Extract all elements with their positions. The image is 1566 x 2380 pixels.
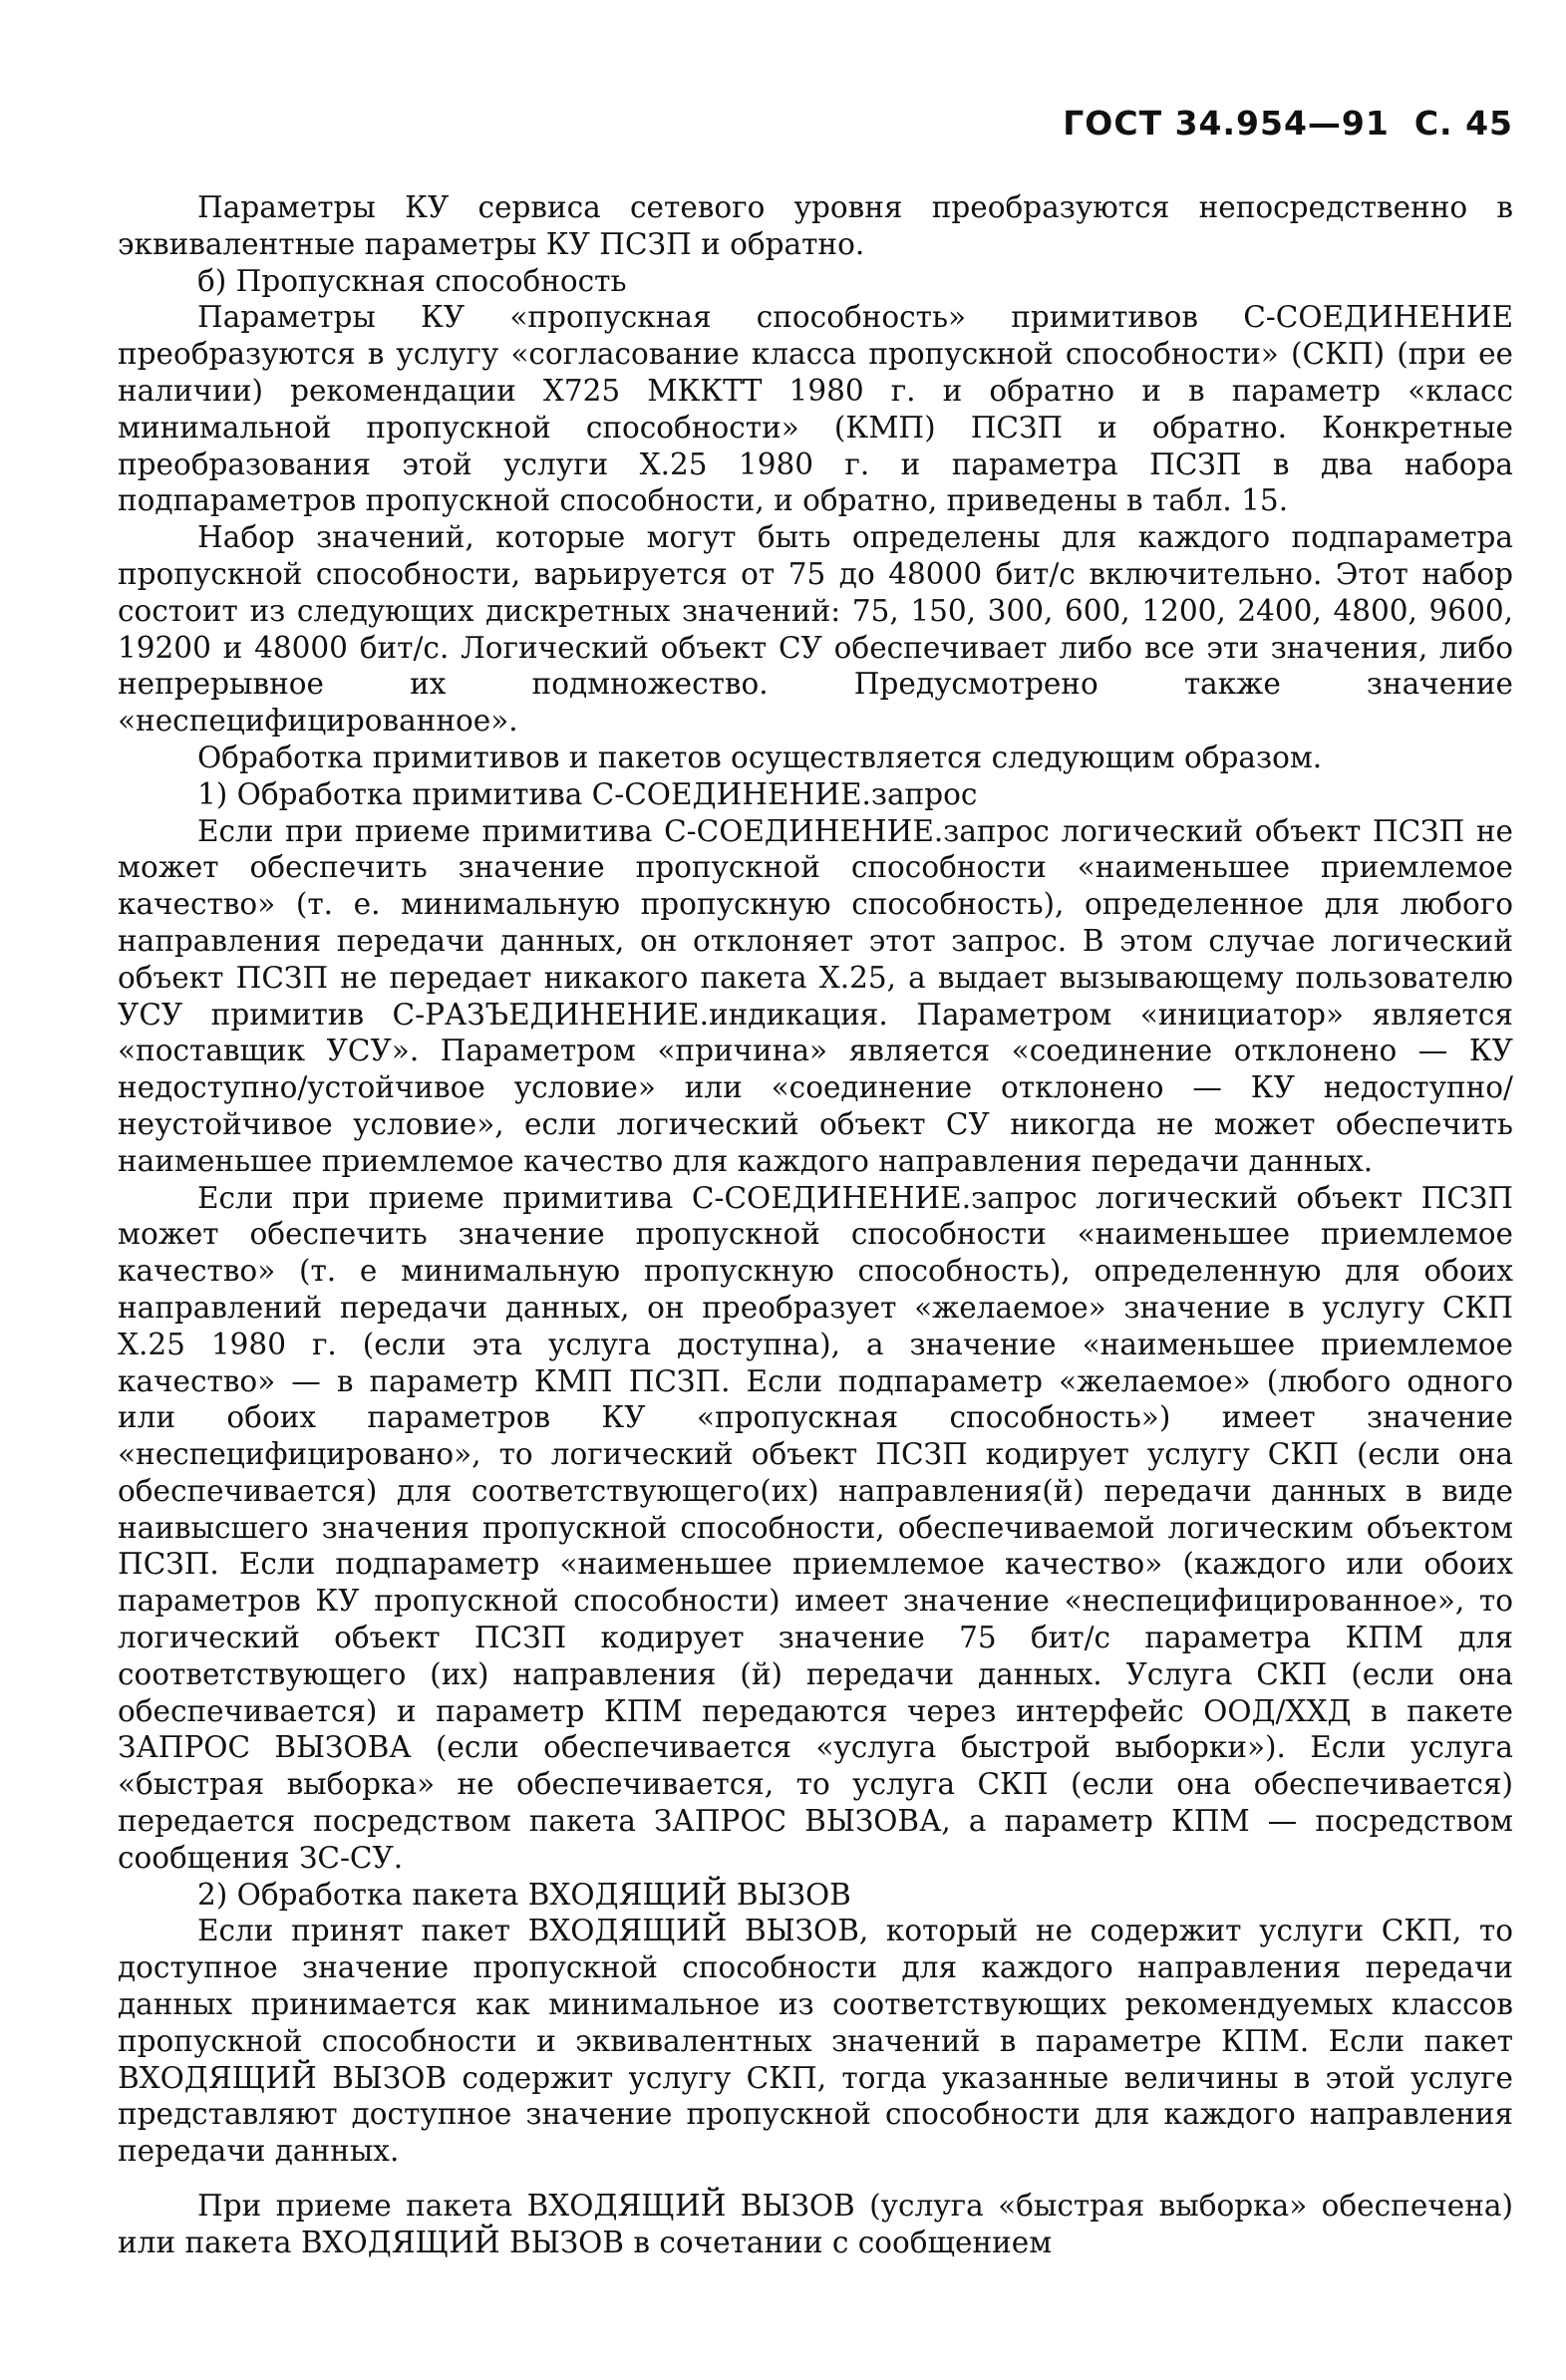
page-number: С. 45: [1413, 104, 1513, 143]
paragraph: Если при приеме примитива С-СОЕДИНЕНИЕ.запрос логический объект ПСЗП не может обеспечить значение пропускной способности «наименьшее приемлемое качество» (т. е. минимальную пропускную способность), определенное для любого направления передачи данных, он отклоняет этот запрос. В этом случае логический объект ПСЗП не передает никакого пакета Х.25, а выдает вызывающему пользователю УСУ примитив С-РАЗЪЕДИНЕНИЕ.индикация. Параметром «инициатор» является «поставщик УСУ». Параметром «причина» является «соединение отклонено — КУ недоступно/устойчивое условие» или «соединение отклонено — КУ недоступно/неустойчивое условие», если логический объект СУ никогда не может обеспечить наименьшее приемлемое качество для каждого направления передачи данных.: [118, 813, 1513, 1178]
body-text: [118, 189, 1513, 2261]
paragraph: При приеме пакета ВХОДЯЩИЙ ВЫЗОВ (услуга «быстрая выборка» обеспечена) или пакета ВХОДЯЩИЙ ВЫЗОВ в сочетании с сообщением: [118, 2189, 1513, 2259]
item-heading: 2) Обработка пакета ВХОДЯЩИЙ ВЫЗОВ: [197, 1877, 851, 1912]
subsection-heading: б) Пропускная способность: [197, 263, 627, 298]
standard-number: ГОСТ 34.954—91: [1063, 104, 1390, 143]
paragraph: Параметры КУ сервиса сетевого уровня преобразуются непосредственно в эквивалентные параметры КУ ПСЗП и обратно.: [118, 190, 1513, 261]
paragraph: Параметры КУ «пропускная способность» примитивов С-СОЕДИНЕНИЕ преобразуются в услугу «согласование класса пропускной способности» (СКП) (при ее наличии) рекомендации Х725 МККТТ 1980 г. и обратно и в параметр «класс минимальной пропускной способности» (КМП) ПСЗП и обратно. Конкретные преобразования этой услуги Х.25 1980 г. и параметра ПСЗП в два набора подпараметров пропускной способности, и обратно, приведены в табл. 15.: [118, 300, 1513, 518]
item-heading: 1) Обработка примитива С-СОЕДИНЕНИЕ.запрос: [197, 776, 978, 811]
paragraph: Обработка примитивов и пакетов осуществляется следующим образом.: [197, 740, 1323, 774]
paragraph: Если принят пакет ВХОДЯЩИЙ ВЫЗОВ, который не содержит услуги СКП, то доступное значение пропускной способности для каждого направления передачи данных принимается как минимальное из соответствующих рекомендуемых классов пропускной способности и эквивалентных значений в параметре КПМ. Если пакет ВХОДЯЩИЙ ВЫЗОВ содержит услугу СКП, тогда указанные величины в этой услуге представляют доступное значение пропускной способности для каждого направления передачи данных.: [118, 1914, 1513, 2169]
paragraph: Набор значений, которые могут быть определены для каждого подпараметра пропускной способности, варьируется от 75 до 48000 бит/с включительно. Этот набор состоит из следующих дискретных значений: 75, 150, 300, 600, 1200, 2400, 4800, 9600, 19200 и 48000 бит/с. Логический объект СУ обеспечивает либо все эти значения, либо непрерывное их подмножество. Предусмотрено также значение «неспецифицированное».: [118, 520, 1513, 739]
paragraph: Если при приеме примитива С-СОЕДИНЕНИЕ.запрос логический объект ПСЗП может обеспечить значение пропускной способности «наименьшее приемлемое качество» (т. е минимальную пропускную способность), определенную для обоих направлений передачи данных, он преобразует «желаемое» значение в услугу СКП Х.25 1980 г. (если эта услуга доступна), а значение «наименьшее приемлемое качество» — в параметр КМП ПСЗП. Если подпараметр «желаемое» (любого одного или обоих параметров КУ «пропускная способность») имеет значение «неспецифицировано», то логический объект ПСЗП кодирует услугу СКП (если она обеспечивается) для соответствующего(их) направления(й) передачи данных в виде наивысшего значения пропускной способности, обеспечиваемой логическим объектом ПСЗП. Если подпараметр «наименьшее приемлемое качество» (каждого или обоих параметров КУ пропускной способности) имеет значение «неспецифицированное», то логический объект ПСЗП кодирует значение 75 бит/с параметра КПМ для соответствующего (их) направления (й) передачи данных. Услуга СКП (если она обеспечивается) и параметр КПМ передаются через интерфейс ООД/ХХД в пакете ЗАПРОС ВЫЗОВА (если обеспечивается «услуга быстрой выборки»). Если услуга «быстрая выборка» не обеспечивается, то услуга СКП (если она обеспечивается) передается посредством пакета ЗАПРОС ВЫЗОВА, а параметр КПМ — посредством сообщения ЗС-СУ.: [118, 1180, 1513, 1875]
page-header: [1063, 104, 1513, 143]
document-page: [118, 0, 1513, 2380]
